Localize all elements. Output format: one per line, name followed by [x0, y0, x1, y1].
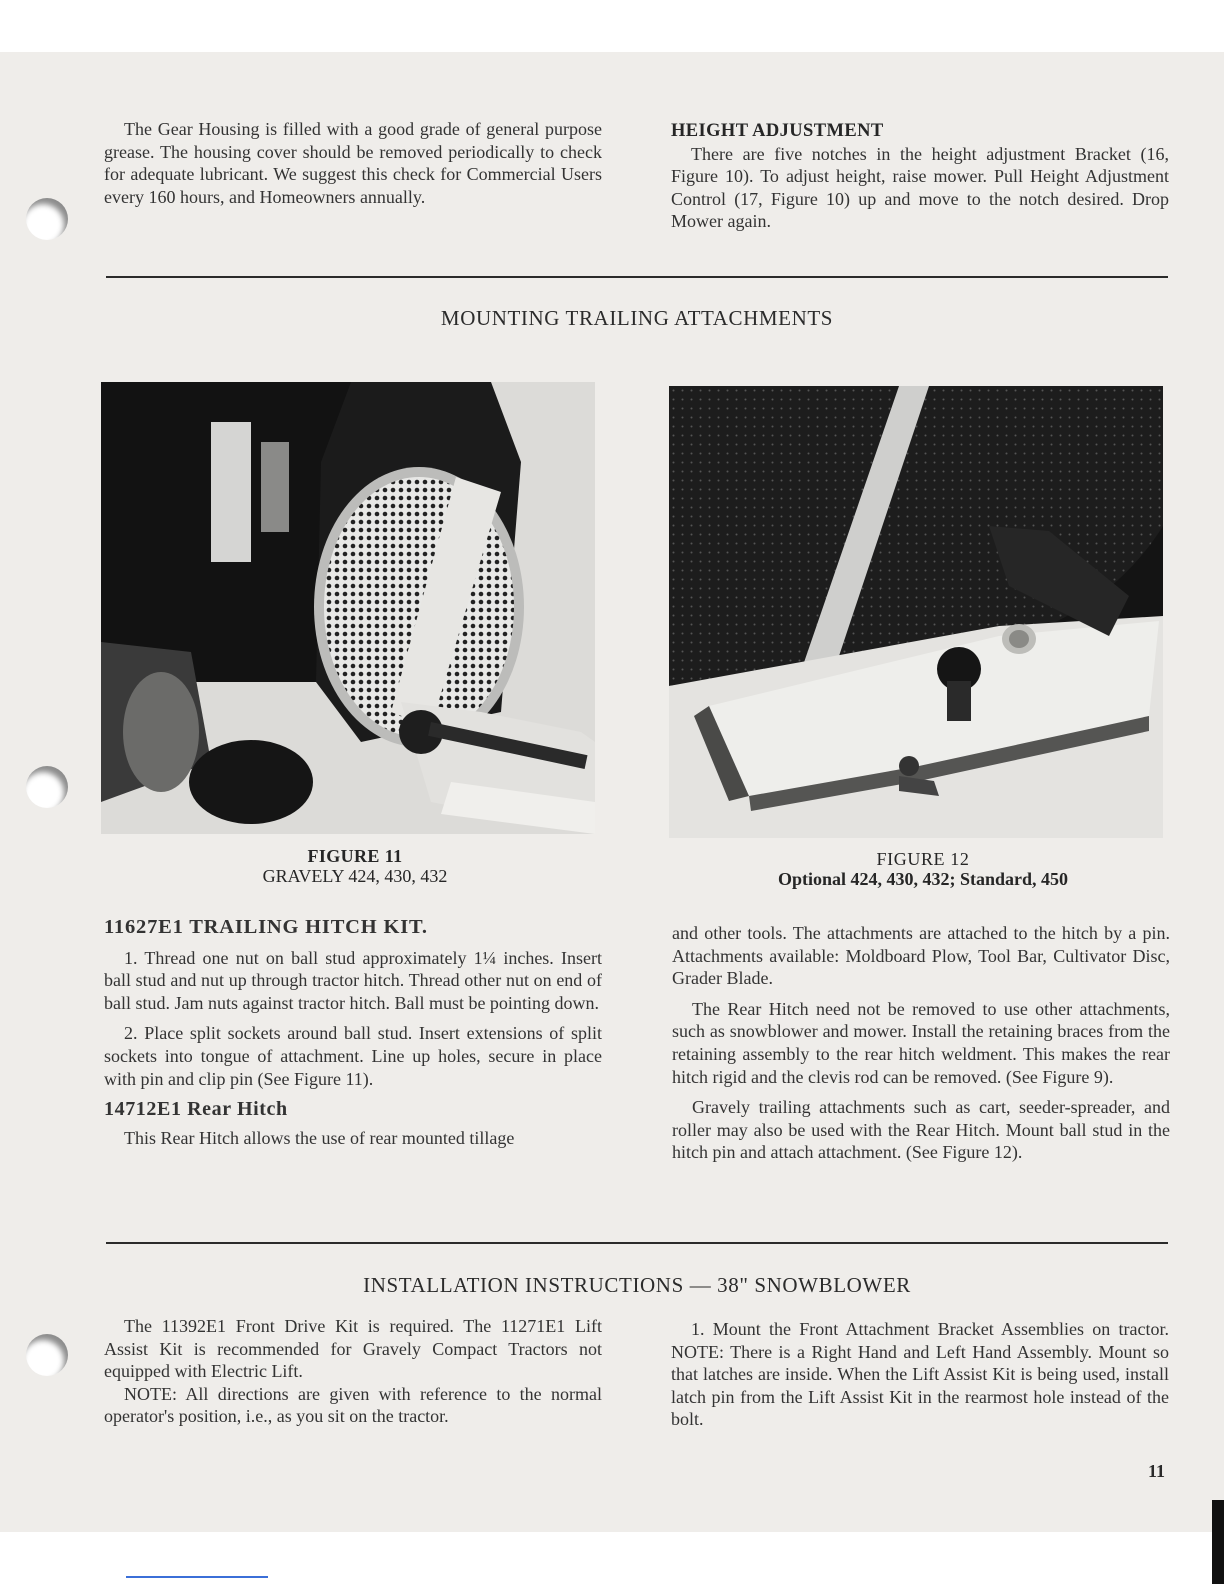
page-number: 11: [1148, 1461, 1166, 1481]
rear-hitch-intro: This Rear Hitch allows the use of rear mounted tillage: [124, 1127, 515, 1148]
operator-position-note: NOTE: All directions are given with reference to the normal operator's position, i.e., as you sit on the tractor.: [104, 1383, 602, 1427]
section-divider-2: [106, 1242, 1168, 1244]
scan-underline-mark: [126, 1576, 268, 1578]
binder-hole-top: [26, 198, 68, 240]
gear-housing-text: The Gear Housing is filled with a good grade of general purpose grease. The housing cover should be removed periodically to check for adequate lubricant. We suggest this check for Commercial Users every 160 hours, and Homeowners annually.: [104, 119, 602, 207]
binder-hole-middle: [26, 766, 68, 808]
figure-11-subtitle: GRAVELY 424, 430, 432: [262, 866, 448, 886]
binder-hole-bottom: [26, 1334, 68, 1376]
gear-housing-paragraph: [104, 118, 602, 208]
trailing-hitch-kit-section: [104, 916, 602, 1149]
height-adjustment-block: [671, 120, 1169, 233]
rear-hitch-text-3: Gravely trailing attachments such as cart, seeder-spreader, and roller may also be used with the Rear Hitch. Mount ball stud in the hitch pin and attach attachment. (See Figure 12).: [672, 1097, 1170, 1163]
figure-11-title: FIGURE 11: [307, 846, 403, 866]
figure-12-title: FIGURE 12: [876, 849, 970, 869]
figure-11-photo: [101, 382, 595, 834]
height-adjustment-heading: HEIGHT ADJUSTMENT: [671, 121, 884, 141]
trailing-hitch-kit-heading: 11627E1 TRAILING HITCH KIT.: [104, 916, 428, 938]
installation-left-column: [104, 1315, 602, 1428]
rear-hitch-continued: [672, 922, 1170, 1164]
installation-right-column: [671, 1318, 1169, 1431]
section-title-mounting: MOUNTING TRAILING ATTACHMENTS: [440, 306, 834, 330]
rear-hitch-heading: 14712E1 Rear Hitch: [104, 1098, 288, 1121]
front-drive-kit-text: The 11392E1 Front Drive Kit is required. The 11271E1 Lift Assist Kit is recommended for Gravely Compact Tractors not equipped with Electric Lift.: [104, 1316, 602, 1382]
figure-12-subtitle: Optional 424, 430, 432; Standard, 450: [777, 869, 1069, 889]
section-divider-1: [106, 276, 1168, 278]
mount-bracket-step: 1. Mount the Front Attachment Bracket Assemblies on tractor. NOTE: There is a Right Hand and Left Hand Assembly. Mount so that latches are inside. When the Lift Assist Kit is being used, install latch pin from the Lift Assist Kit in the rearmost hole instead of the bolt.: [671, 1319, 1169, 1430]
figure-12-caption: [730, 849, 1116, 889]
hitch-photo-illustration: [101, 382, 595, 834]
scan-edge-shadow: [1212, 1500, 1224, 1584]
section-title-installation: INSTALLATION INSTRUCTIONS — 38" SNOWBLOWER: [363, 1273, 911, 1297]
rear-hitch-photo-illustration: [669, 386, 1163, 838]
rear-hitch-text-2: The Rear Hitch need not be removed to use other attachments, such as snowblower and mower. Install the retaining braces from the retaining assembly to the rear hitch weldment. This makes the rear hitch rigid and the clevis rod can be removed. (See Figure 9).: [672, 998, 1170, 1087]
hitch-step-2: 2. Place split sockets around ball stud. Insert extensions of split sockets into tongue of attachment. Line up holes, secure in place with pin and clip pin (See Figure 11).: [104, 1023, 602, 1089]
figure-12-photo: [669, 386, 1163, 838]
hitch-step-1: 1. Thread one nut on ball stud approximately 1¼ inches. Insert ball stud and nut up through tractor hitch. Thread other nut on end of ball stud. Jam nuts against tractor hitch. Ball must be pointing down.: [104, 947, 602, 1013]
figure-11-caption: [230, 846, 480, 886]
height-adjustment-text: There are five notches in the height adjustment Bracket (16, Figure 10). To adjust height, raise mower. Pull Height Adjustment Control (17, Figure 10) up and move to the notch desired. Drop Mower again.: [671, 143, 1169, 232]
rear-hitch-text-1: and other tools. The attachments are attached to the hitch by a pin. Attachments available: Moldboard Plow, Tool Bar, Cultivator Disc, Grader Blade.: [672, 923, 1170, 989]
